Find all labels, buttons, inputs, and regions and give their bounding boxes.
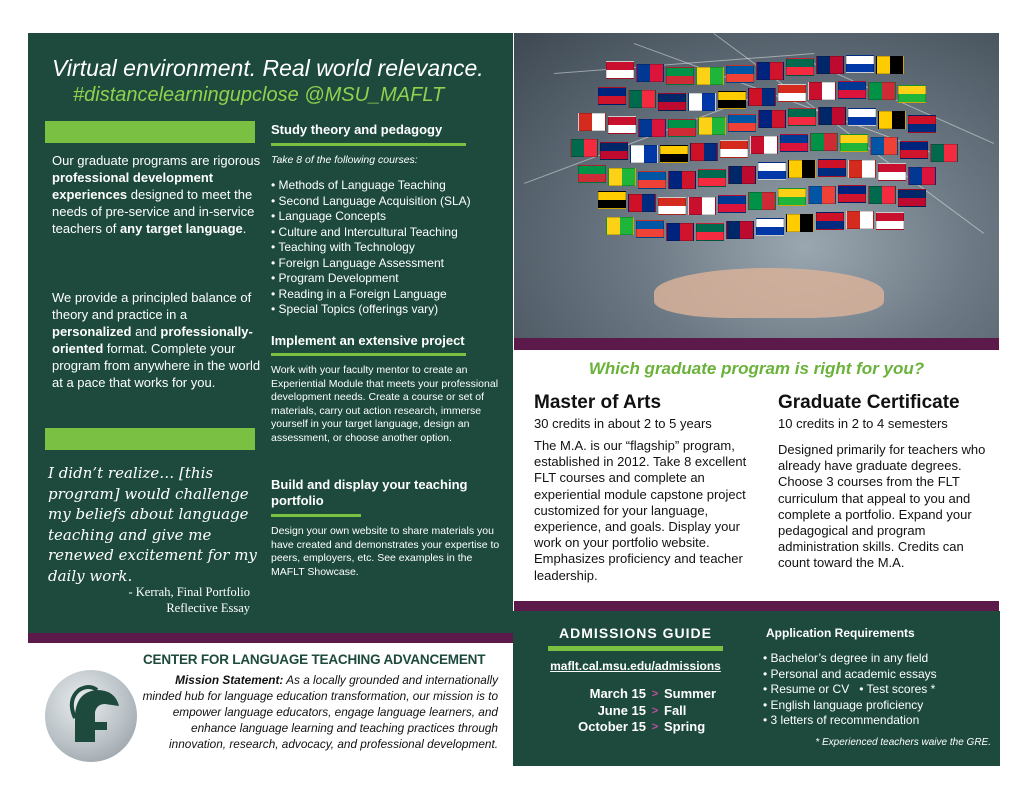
- flag-icon: [636, 64, 664, 82]
- flag-icon: [756, 218, 784, 236]
- arrow-icon: >: [651, 704, 659, 717]
- deadline-date: March 15: [589, 686, 646, 701]
- testimonial-attribution: [100, 584, 250, 616]
- flag-icon: [726, 65, 754, 83]
- flag-icon: [666, 67, 694, 85]
- ma-credits: 30 credits in about 2 to 5 years: [534, 416, 712, 431]
- flag-icon: [608, 116, 636, 134]
- headline: Virtual environment. Real world relevance.: [52, 55, 484, 81]
- list-item: • Teaching with Technology: [271, 240, 415, 254]
- admissions-title: ADMISSIONS GUIDE: [559, 625, 712, 641]
- flag-icon: [598, 87, 626, 105]
- flag-icon: [638, 119, 666, 137]
- list-item: • Bachelor’s degree in any field: [763, 651, 929, 665]
- spartan-logo-icon: [45, 670, 137, 762]
- requirements-title: Application Requirements: [766, 626, 915, 640]
- requirements-note: * Experienced teachers waive the GRE.: [815, 737, 991, 748]
- deadline-row: [520, 686, 760, 703]
- intro-paragraph-2: We provide a principled balance of theory and practice in a personalized and professionally-oriented format. Complete your program from anywhere in the world at a pace that works for you.: [52, 290, 261, 390]
- flag-icon: [788, 160, 816, 178]
- flag-icon: [600, 142, 628, 160]
- flags-hero-image: [514, 33, 999, 338]
- flag-icon: [786, 58, 814, 76]
- list-item: • Program Development: [271, 271, 399, 285]
- flag-icon: [808, 82, 836, 100]
- hand-image: [654, 268, 884, 318]
- flag-icon: [876, 56, 904, 74]
- list-item: • Reading in a Foreign Language: [271, 286, 447, 301]
- flag-icon: [728, 166, 756, 184]
- flag-icon: [778, 84, 806, 102]
- flag-icon: [748, 192, 776, 210]
- certificate-credits: 10 credits in 2 to 4 semesters: [778, 416, 948, 431]
- attribution-line: - Kerrah, Final Portfolio: [128, 585, 250, 599]
- flag-icon: [606, 61, 634, 79]
- divider-band: [28, 633, 513, 643]
- test-scores-item: • Test scores *: [859, 682, 936, 696]
- deadline-row: [520, 703, 760, 720]
- flag-icon: [690, 143, 718, 161]
- project-text: Work with your faculty mentor to create an Experiential Module that meets your professional development needs. Create a course or set of materials, carry out action research, immerse yourself in your target language, design an assessment, or choose another option.: [271, 364, 499, 444]
- deadline-list: [520, 686, 760, 736]
- flag-icon: [598, 191, 626, 209]
- deadline-date: June 15: [597, 702, 646, 718]
- flag-icon: [868, 82, 896, 100]
- admissions-link[interactable]: maflt.cal.msu.edu/admissions: [550, 659, 721, 673]
- deadline-date: October 15: [578, 719, 646, 734]
- flag-icon: [666, 223, 694, 241]
- flag-icon: [668, 119, 696, 137]
- flag-icon: [698, 117, 726, 135]
- flag-icon: [756, 62, 784, 80]
- flag-icon: [898, 85, 926, 103]
- accent-bar: [45, 428, 255, 450]
- certificate-description: Designed primarily for teachers who already have graduate degrees. Choose 3 courses from the FLT curriculum that appeal to you and complete a portfolio. Expand your pedagogical and program administration skills. Credits can count toward the M.A.: [778, 442, 986, 571]
- portfolio-text: Design your own website to share materials you have created and demonstrates your expertise to peers, employers, etc. See examples in the MAFLT Showcase.: [271, 525, 500, 578]
- network-line: [814, 63, 994, 144]
- flag-icon: [780, 134, 808, 152]
- flag-icon: [848, 160, 876, 178]
- flag-icon: [696, 223, 724, 241]
- flag-icon: [788, 108, 816, 126]
- arrow-icon: >: [651, 688, 659, 700]
- flag-icon: [570, 139, 598, 157]
- mission-label: Mission Statement:: [175, 673, 284, 687]
- flag-icon: [758, 110, 786, 128]
- list-item: • Special Topics (offerings vary): [271, 302, 439, 316]
- list-item: • Second Language Acquisition (SLA): [271, 193, 471, 208]
- flag-icon: [878, 111, 906, 129]
- flag-icon: [748, 88, 776, 106]
- flag-icon: [578, 165, 606, 183]
- flag-icon: [810, 133, 838, 151]
- ma-description: The M.A. is our “flagship” program, established in 2012. Take 8 excellent FLT courses and complete an experiential module capstone project customized for your language, experience, and goals. Display your work on your portfolio website. Emphasizes proficiency and teacher leadership.: [534, 438, 747, 583]
- list-item: • 3 letters of recommendation: [763, 713, 920, 727]
- flag-icon: [868, 186, 896, 204]
- list-item: • Foreign Language Assessment: [271, 255, 444, 270]
- flag-icon: [698, 169, 726, 187]
- flag-icon: [846, 55, 874, 73]
- intro-paragraph-1: Our graduate programs are rigorous professional development experiences designed to meet the needs of pre-service and in-service teachers of any target language.: [52, 153, 261, 236]
- flag-icon: [658, 197, 686, 215]
- flag-icon: [816, 212, 844, 230]
- flag-icon: [718, 91, 746, 109]
- flag-icon: [838, 185, 866, 203]
- flag-icon: [900, 141, 928, 159]
- flag-icon: [638, 171, 666, 189]
- flag-icon: [688, 197, 716, 215]
- mission-statement: [140, 672, 498, 752]
- certificate-title: Graduate Certificate: [778, 392, 960, 413]
- section-rule: [548, 646, 723, 651]
- flag-icon: [750, 136, 778, 154]
- mission-text: As a locally grounded and internationally minded hub for language education transformation, our mission is to empower language educators, engage language learners, and enhance language learning and teaching practices through innovation, research, advocacy, and professional development.: [142, 673, 498, 751]
- study-intro: Take 8 of the following courses:: [271, 154, 418, 166]
- ma-title: Master of Arts: [534, 392, 662, 413]
- flag-icon: [718, 195, 746, 213]
- list-item: • Resume or CV • Test scores *: [763, 682, 936, 696]
- flag-icon: [876, 212, 904, 230]
- flag-icon: [816, 56, 844, 74]
- flag-icon: [660, 145, 688, 163]
- flag-icon: [728, 114, 756, 132]
- flag-icon: [898, 189, 926, 207]
- flag-icon: [606, 217, 634, 235]
- testimonial-quote: I didn’t realize… [this program] would challenge my beliefs about language teaching and give me renewed excitement for my daily work.: [48, 464, 257, 585]
- flag-icon: [668, 171, 696, 189]
- flag-icon: [818, 159, 846, 177]
- deadline-term: Summer: [664, 686, 717, 701]
- flag-icon: [608, 168, 636, 186]
- flag-icon: [630, 145, 658, 163]
- program-question-heading: Which graduate program is right for you?: [588, 359, 925, 378]
- flag-icon: [720, 140, 748, 158]
- course-list: [271, 178, 511, 318]
- flag-icon: [870, 137, 898, 155]
- flag-icon: [628, 90, 656, 108]
- flag-icon: [688, 93, 716, 111]
- flag-icon: [726, 221, 754, 239]
- section-rule: [271, 353, 466, 356]
- flag-icon: [930, 144, 958, 162]
- flag-icon: [846, 211, 874, 229]
- flag-icon: [808, 186, 836, 204]
- flag-icon: [908, 167, 936, 185]
- list-item: • English language proficiency: [763, 697, 924, 712]
- divider-band: [514, 338, 999, 350]
- attribution-line: Reflective Essay: [166, 601, 250, 615]
- flag-icon: [636, 220, 664, 238]
- list-item: • Personal and academic essays: [763, 666, 937, 681]
- hashtags: #distancelearningupclose @MSU_MAFLT: [73, 84, 445, 106]
- flag-icon: [786, 214, 814, 232]
- portfolio-title: Build and display your teaching portfolio: [271, 477, 468, 508]
- flag-icon: [848, 108, 876, 126]
- deadline-term: Fall: [664, 702, 687, 718]
- list-item: • Language Concepts: [271, 209, 386, 223]
- flag-icon: [818, 107, 846, 125]
- requirements-list: [763, 651, 998, 729]
- flag-icon: [838, 81, 866, 99]
- flag-icon: [840, 134, 868, 152]
- divider-band: [514, 601, 999, 611]
- deadline-term: Spring: [664, 719, 706, 734]
- flag-icon: [778, 188, 806, 206]
- flag-icon: [878, 163, 906, 181]
- accent-bar: [45, 121, 255, 143]
- flag-icon: [628, 194, 656, 212]
- arrow-icon: >: [651, 721, 659, 733]
- flag-icon: [658, 93, 686, 111]
- section-rule: [271, 143, 466, 146]
- flag-icon: [908, 115, 936, 133]
- project-title: Implement an extensive project: [271, 333, 465, 348]
- section-rule: [271, 514, 361, 517]
- study-title: Study theory and pedagogy: [271, 122, 443, 137]
- list-item: • Culture and Intercultural Teaching: [271, 224, 458, 239]
- flag-icon: [696, 67, 724, 85]
- flag-icon: [578, 113, 606, 131]
- center-title: CENTER FOR LANGUAGE TEACHING ADVANCEMENT: [143, 652, 486, 667]
- list-item: • Methods of Language Teaching: [271, 178, 446, 192]
- deadline-row: [520, 719, 760, 736]
- flag-icon: [758, 162, 786, 180]
